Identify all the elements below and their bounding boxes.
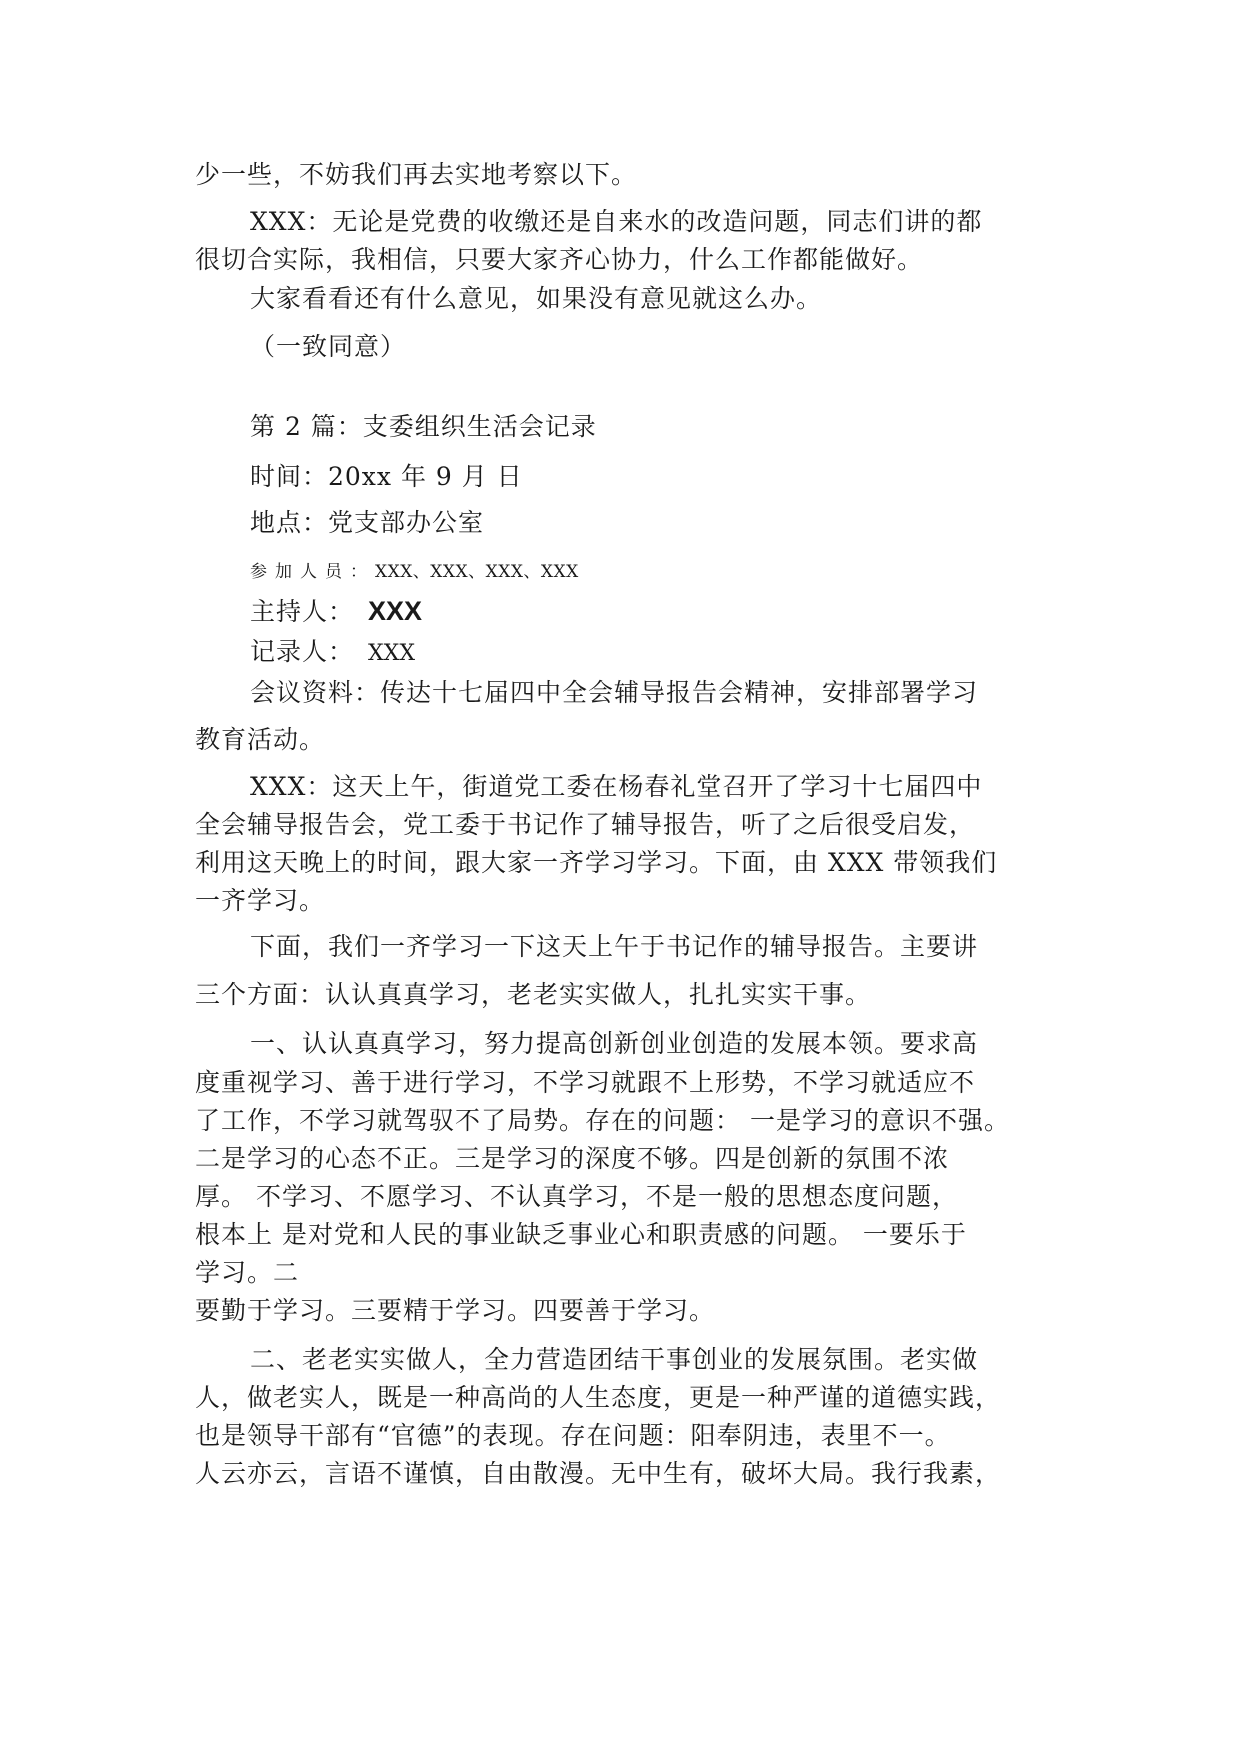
meeting-location: 地点：党支部办公室 <box>250 508 485 537</box>
text-line: 教育活动。 <box>195 725 326 754</box>
section-title: 第 2 篇：支委组织生活会记录 <box>250 412 597 441</box>
text-line: 根本上 是对党和人民的事业缺乏事业心和职责感的问题。 一要乐于 <box>195 1220 967 1249</box>
text-line: 三个方面：认认真真学习，老老实实做人，扎扎实实干事。 <box>195 980 872 1009</box>
text-line: XXX：无论是党费的收缴还是自来水的改造问题，同志们讲的都 <box>250 207 983 236</box>
text-line: 人云亦云，言语不谨慎，自由散漫。无中生有，破坏大局。我行我素， <box>195 1459 1002 1488</box>
text-line: 少一些，不妨我们再去实地考察以下。 <box>195 160 638 189</box>
recorder-label: 记录人： <box>250 637 355 666</box>
host-label: 主持人： <box>250 597 355 626</box>
text-line: 一齐学习。 <box>195 886 326 915</box>
text-line: 也是领导干部有“官德”的表现。存在问题：阳奉阴违，表里不一。 <box>195 1421 951 1450</box>
text-line: 二是学习的心态不正。三是学习的深度不够。四是创新的氛围不浓 <box>195 1144 950 1173</box>
text-line: 了工作，不学习就驾驭不了局势。存在的问题： 一是学习的意识不强。 <box>195 1106 1010 1135</box>
text-line: 很切合实际，我相信，只要大家齐心协力，什么工作都能做好。 <box>195 245 924 274</box>
text-line: 一、认认真真学习，努力提高创新创业创造的发展本领。要求高 <box>250 1029 979 1058</box>
text-line: 厚。 不学习、不愿学习、不认真学习，不是一般的思想态度问题， <box>195 1182 958 1211</box>
text-line: 大家看看还有什么意见，如果没有意见就这么办。 <box>250 284 823 313</box>
text-line: XXX：这天上午，街道党工委在杨春礼堂召开了学习十七届四中 <box>250 772 983 801</box>
meeting-participants <box>250 555 579 589</box>
recorder-name: XXX <box>368 641 416 666</box>
text-line: 会议资料：传达十七届四中全会辅导报告会精神，安排部署学习 <box>250 678 979 707</box>
text-line: 度重视学习、善于进行学习，不学习就跟不上形势，不学习就适应不 <box>195 1068 976 1097</box>
text-line: 下面，我们一齐学习一下这天上午于书记作的辅导报告。主要讲 <box>250 932 979 961</box>
text-line: 人，做老实人，既是一种高尚的人生态度，更是一种严谨的道德实践， <box>195 1383 1002 1412</box>
text-line: 学习。二 <box>195 1258 300 1287</box>
meeting-host <box>250 594 422 629</box>
participants-label: 参加人员： <box>250 562 375 582</box>
text-line: 全会辅导报告会，党工委于书记作了辅导报告，听了之后很受启发， <box>195 810 976 839</box>
meeting-recorder <box>250 635 415 671</box>
text-line: （一致同意） <box>250 332 407 361</box>
host-name: XXX <box>368 596 423 626</box>
participants-names: XXX、XXX、XXX、XXX <box>375 562 579 582</box>
text-line: 二、老老实实做人，全力营造团结干事创业的发展氛围。老实做 <box>250 1345 979 1374</box>
text-line: 要勤于学习。三要精于学习。四要善于学习。 <box>195 1296 716 1325</box>
meeting-time: 时间：20xx 年 9 月 日 <box>250 462 523 491</box>
text-line: 利用这天晚上的时间，跟大家一齐学习学习。下面，由 XXX 带领我们 <box>195 848 998 877</box>
